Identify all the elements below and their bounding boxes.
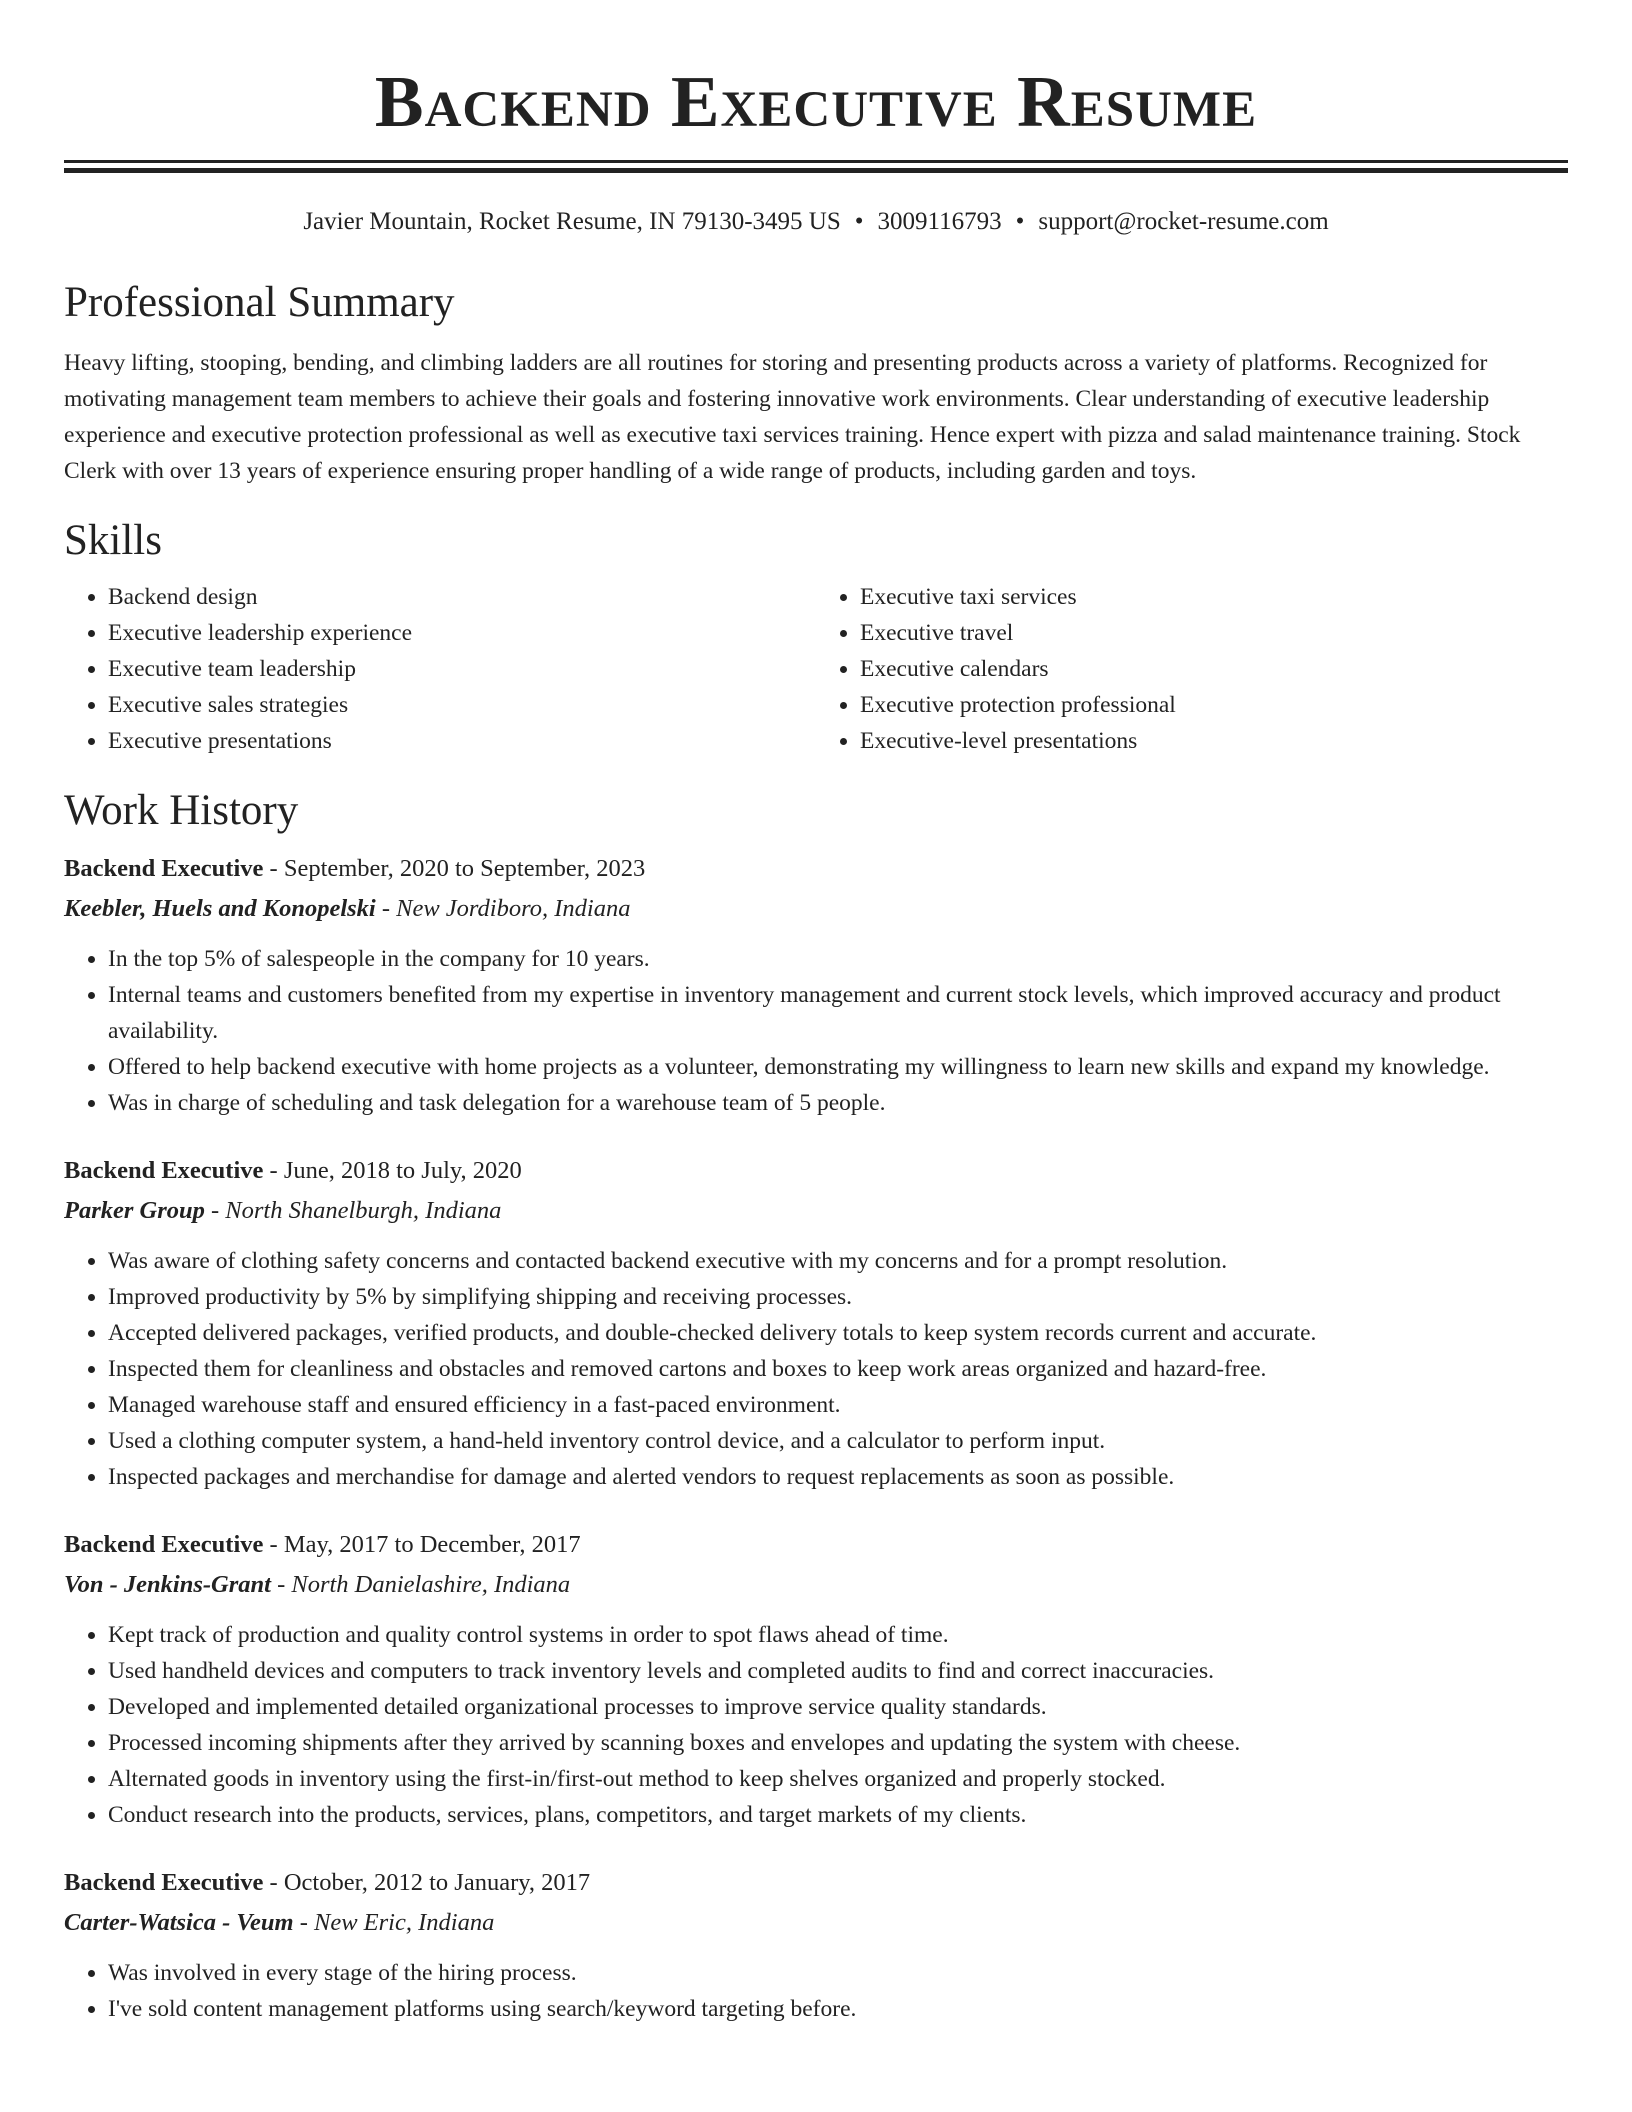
job-title-line xyxy=(64,1863,1568,1903)
skill-item: • Executive calendars xyxy=(860,651,1568,687)
job-role: Backend Executive xyxy=(64,1531,264,1558)
job-bullet: • Was involved in every stage of the hiring process. xyxy=(108,1955,1568,1991)
skill-item: • Executive-level presentations xyxy=(860,723,1568,759)
job-bullet: • Accepted delivered packages, verified products, and double-checked delivery totals to keep system records current and accurate. xyxy=(108,1315,1568,1351)
job-bullet: • Internal teams and customers benefited from my expertise in inventory management and current stock levels, which improved accuracy and product availability. xyxy=(108,977,1568,1049)
job-entry xyxy=(64,849,1568,1121)
resume-title: Backend Executive Resume xyxy=(374,61,1258,142)
job-bullet: • Inspected them for cleanliness and obstacles and removed cartons and boxes to keep work areas organized and hazard-free. xyxy=(108,1351,1568,1387)
job-entry xyxy=(64,1151,1568,1495)
title-divider-thin xyxy=(64,160,1568,163)
job-company-line xyxy=(64,889,1568,929)
skill-item: • Executive taxi services xyxy=(860,579,1568,615)
title-divider-thick xyxy=(64,168,1568,173)
job-bullet-list xyxy=(64,1955,1568,2027)
job-role: Backend Executive xyxy=(64,1157,264,1184)
summary-text: Heavy lifting, stooping, bending, and climbing ladders are all routines for storing and presenting products across a variety of platforms. Recognized for motivating management team members to achieve their goals and fostering innovative work environments. Clear understanding of executive leadership experience and executive protection professional as well as executive taxi services training. Hence expert with pizza and salad maintenance training. Stock Clerk with over 13 years of experience ensuring proper handling of a wide range of products, including garden and toys. xyxy=(64,350,1521,484)
skill-item: • Executive presentations xyxy=(108,723,816,759)
job-bullet: • I've sold content management platforms using search/keyword targeting before. xyxy=(108,1991,1568,2027)
skill-item: • Executive team leadership xyxy=(108,651,816,687)
job-dates: - June, 2018 to July, 2020 xyxy=(263,1157,522,1184)
skills-heading: Skills xyxy=(64,517,162,564)
job-company: Von - Jenkins-Grant xyxy=(64,1571,271,1598)
job-company: Parker Group xyxy=(64,1197,205,1224)
job-role: Backend Executive xyxy=(64,855,264,882)
contact-email: support@rocket-resume.com xyxy=(1038,208,1329,235)
skill-item: • Executive sales strategies xyxy=(108,687,816,723)
job-bullet-list xyxy=(64,1243,1568,1495)
job-bullet: • Processed incoming shipments after they arrived by scanning boxes and envelopes and updating the system with cheese. xyxy=(108,1725,1568,1761)
job-dates: - May, 2017 to December, 2017 xyxy=(263,1531,581,1558)
skill-item: • Executive travel xyxy=(860,615,1568,651)
job-bullet-list xyxy=(64,1617,1568,1833)
job-location: - New Eric, Indiana xyxy=(293,1909,495,1936)
summary-heading: Professional Summary xyxy=(64,279,455,326)
job-bullet: • Was aware of clothing safety concerns and contacted backend executive with my concerns and for a prompt resolution. xyxy=(108,1243,1568,1279)
work-history-heading: Work History xyxy=(64,787,299,834)
job-bullet: • Conduct research into the products, services, plans, competitors, and target markets of my clients. xyxy=(108,1797,1568,1833)
skill-item: • Executive protection professional xyxy=(860,687,1568,723)
skills-column-left xyxy=(64,579,816,759)
contact-separator: • xyxy=(854,208,864,235)
job-company-line xyxy=(64,1565,1568,1605)
job-bullet: • Used handheld devices and computers to track inventory levels and completed audits to find and correct inaccuracies. xyxy=(108,1653,1568,1689)
job-bullet: • Alternated goods in inventory using the first-in/first-out method to keep shelves organized and properly stocked. xyxy=(108,1761,1568,1797)
job-company-line xyxy=(64,1191,1568,1231)
job-dates: - September, 2020 to September, 2023 xyxy=(263,855,646,882)
contact-phone: 3009116793 xyxy=(877,208,1002,235)
job-company-line xyxy=(64,1903,1568,1943)
job-bullet: • Offered to help backend executive with home projects as a volunteer, demonstrating my willingness to learn new skills and expand my knowledge. xyxy=(108,1049,1568,1085)
job-role: Backend Executive xyxy=(64,1869,264,1896)
job-bullet: • Was in charge of scheduling and task delegation for a warehouse team of 5 people. xyxy=(108,1085,1568,1121)
skills-column-right xyxy=(816,579,1568,759)
job-bullet: • In the top 5% of salespeople in the company for 10 years. xyxy=(108,941,1568,977)
job-bullet-list xyxy=(64,941,1568,1121)
skills-list xyxy=(64,579,1568,759)
job-bullet: • Kept track of production and quality control systems in order to spot flaws ahead of time. xyxy=(108,1617,1568,1653)
job-bullet: • Developed and implemented detailed organizational processes to improve service quality standards. xyxy=(108,1689,1568,1725)
contact-address: Javier Mountain, Rocket Resume, IN 79130-3495 US xyxy=(303,208,841,235)
job-location: - North Danielashire, Indiana xyxy=(270,1571,571,1598)
job-title-line xyxy=(64,849,1568,889)
job-title-line xyxy=(64,1151,1568,1191)
contact-separator: • xyxy=(1015,208,1025,235)
skill-item: • Backend design xyxy=(108,579,816,615)
job-bullet: • Used a clothing computer system, a hand-held inventory control device, and a calculator to perform input. xyxy=(108,1423,1568,1459)
job-entry xyxy=(64,1863,1568,2027)
job-company: Keebler, Huels and Konopelski xyxy=(64,895,376,922)
contact-line xyxy=(64,207,1568,237)
job-bullet: • Improved productivity by 5% by simplifying shipping and receiving processes. xyxy=(108,1279,1568,1315)
job-location: - New Jordiboro, Indiana xyxy=(375,895,631,922)
job-title-line xyxy=(64,1525,1568,1565)
job-location: - North Shanelburgh, Indiana xyxy=(204,1197,502,1224)
job-bullet: • Inspected packages and merchandise for damage and alerted vendors to request replacements as soon as possible. xyxy=(108,1459,1568,1495)
job-dates: - October, 2012 to January, 2017 xyxy=(263,1869,591,1896)
job-entry xyxy=(64,1525,1568,1833)
skill-item: • Executive leadership experience xyxy=(108,615,816,651)
job-company: Carter-Watsica - Veum xyxy=(64,1909,294,1936)
job-bullet: • Managed warehouse staff and ensured efficiency in a fast-paced environment. xyxy=(108,1387,1568,1423)
